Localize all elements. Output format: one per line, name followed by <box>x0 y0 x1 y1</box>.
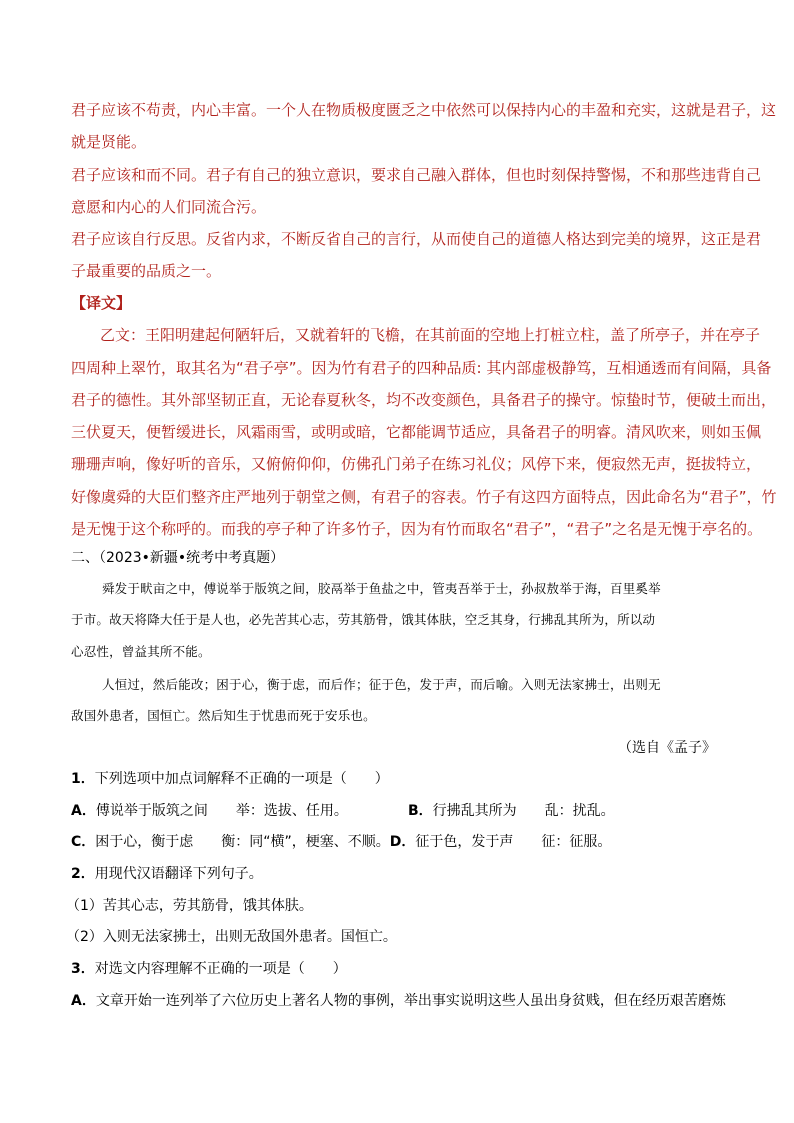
question-1-text: 下列选项中加点词解释不正确的一项是（ ） <box>94 771 389 787</box>
translation-line-5: 珊珊声响，像好听的音乐，又俯俯仰仰，仿佛孔门弟子在练习礼仪；风停下来，便寂然无声，挺拔特立， <box>71 455 762 473</box>
option-c-label: C． <box>71 834 96 850</box>
question-2 <box>71 867 727 881</box>
section1-line-2: 就是贤能。 <box>71 133 147 151</box>
translation-line-7: 是无愧于这个称呼的。而我的亭子种了许多竹子，因为有竹而取名“君子”，“君子”之名是无愧于亭名的。 <box>71 520 763 538</box>
option-a-label: A． <box>71 803 96 819</box>
passage-line-1: 舜发于畎亩之中，傅说举于版筑之间，胶鬲举于鱼盐之中，管夷吾举于士，孙叔敖举于海，百里奚举 <box>102 581 661 596</box>
question-2-sub-2: （2）入则无法家拂士，出则无敌国外患者。国恒亡。 <box>66 929 397 945</box>
question-3-option-a[interactable] <box>71 994 727 1008</box>
option-a-text: 傅说举于版筑之间 举：选拔、任用。 <box>95 803 348 819</box>
section1-line-6: 子最重要的品质之一。 <box>71 262 222 280</box>
question-1-option-c[interactable] <box>71 834 390 850</box>
passage-source: （选自《孟子》 <box>618 740 716 756</box>
question-3-text: 对选文内容理解不正确的一项是（ ） <box>94 961 347 977</box>
option-c-text: 困于心，衡于虑 衡：同“横”，梗塞、不顺。 <box>95 834 390 850</box>
question-2-sub-1: （1）苦其心志，劳其筋骨，饿其体肤。 <box>66 898 313 914</box>
option-d-label: D． <box>389 834 416 850</box>
q3-option-a-label: A． <box>71 993 96 1009</box>
passage-line-3: 心忍性，曾益其所不能。 <box>71 644 211 659</box>
passage-line-2: 于市。故天将降大任于是人也，必先苦其心志，劳其筋骨，饿其体肤，空乏其身，行拂乱其所为，所以动 <box>71 612 656 627</box>
translation-line-2: 四周种上翠竹，取其名为“君子亭”。因为竹有君子的四种品质: 其内部虚极静笃，互相通透而有间隔，具备 <box>71 359 772 377</box>
question-1-option-a[interactable] <box>71 804 348 818</box>
section1-line-3: 君子应该和而不同。君子有自己的独立意识，要求自己融入群体，但也时刻保持警惕，不和那些违背自己 <box>71 166 762 184</box>
section2-title: 二、（2023•新疆•统考中考真题） <box>71 550 285 566</box>
option-b-text: 行拂乱其所为 乱：扰乱。 <box>432 803 615 819</box>
passage-line-4: 人恒过，然后能改；困于心，衡于虑，而后作；征于色，发于声，而后喻。入则无法家拂士，出则无 <box>102 677 661 692</box>
translation-line-1: 乙文：王阳明建起何陋轩后，又就着轩的飞檐，在其前面的空地上打桩立柱，盖了所亭子，并在亭子 <box>100 326 761 344</box>
passage-line-5: 敌国外患者，国恒亡。然后知生于忧患而死于安乐也。 <box>71 708 376 723</box>
translation-heading: 【译文】 <box>71 294 132 312</box>
question-1-options-row-2 <box>71 835 727 849</box>
option-d-text: 征于色，发于声 征：征服。 <box>415 834 612 850</box>
question-3 <box>71 962 727 976</box>
question-1 <box>71 772 727 786</box>
translation-line-3: 君子的德性。其外部坚韧正直，无论春夏秋冬，均不改变颜色，具备君子的操守。惊蛰时节，便破土而出， <box>71 391 777 409</box>
section1-line-1: 君子应该不苟责，内心丰富。一个人在物质极度匮乏之中依然可以保持内心的丰盈和充实，这就是君子，这 <box>71 101 777 119</box>
question-2-number: 2． <box>71 866 95 882</box>
question-2-text: 用现代汉语翻译下列句子。 <box>94 866 263 882</box>
option-b-label: B． <box>408 803 433 819</box>
question-1-options-row-1 <box>71 804 727 820</box>
q3-option-a-text: 文章开始一连列举了六位历史上著名人物的事例，举出事实说明这些人虽出身贫贱，但在经历艰苦磨炼 <box>95 993 726 1009</box>
section1-line-5: 君子应该自行反思。反省内求，不断反省自己的言行，从而使自己的道德人格达到完美的境界，这正是君 <box>71 230 762 248</box>
translation-line-4: 三伏夏天，便暂缓进长，风霜雨雪，或明或暗，它都能调节适应，具备君子的明睿。清风吹来，则如玉佩 <box>71 423 762 441</box>
question-1-number: 1． <box>71 771 95 787</box>
question-3-number: 3． <box>71 961 95 977</box>
section1-line-4: 意愿和内心的人们同流合污。 <box>71 198 267 216</box>
question-1-option-b[interactable] <box>408 804 615 818</box>
translation-line-6: 好像虞舜的大臣们整齐庄严地列于朝堂之侧，有君子的容表。竹子有这四方面特点，因此命名为“君子”，竹 <box>71 488 777 506</box>
question-1-option-d[interactable] <box>390 834 612 850</box>
